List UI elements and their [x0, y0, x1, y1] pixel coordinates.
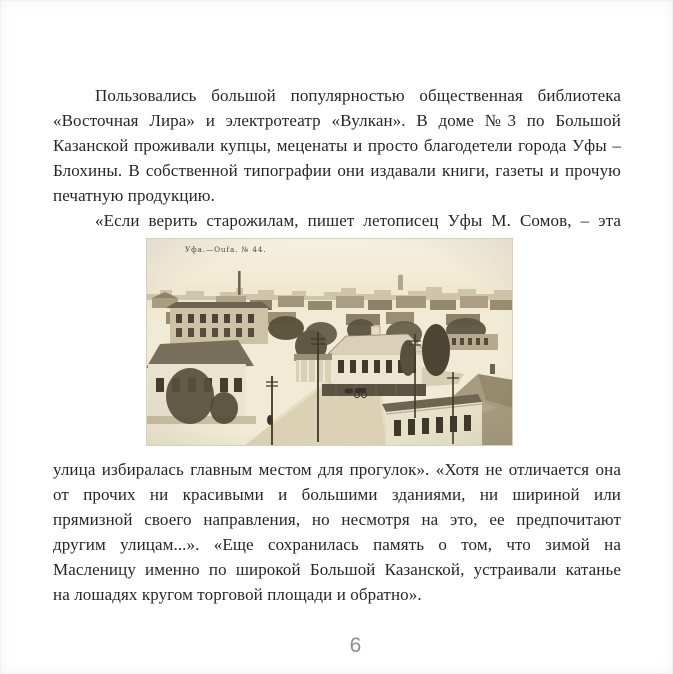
text-line: Пользовались большой популярностью общественная библиотека [95, 86, 621, 105]
paragraph-1 [53, 83, 621, 208]
body-text-lower [53, 457, 621, 607]
text-line: «Если верить старожилам, пишет летописец Уфы М. Сомов, – эта [95, 211, 621, 230]
text-line: Блохины. В собственной типографии они издавали книги, газеты и прочую [53, 161, 621, 180]
text-line: «Восточная Лира» и электротеатр «Вулкан». В доме №3 по Большой [53, 111, 621, 130]
text-line: прямизной своего направления, но несмотря на это, ее предпочитают [53, 510, 621, 529]
text-line: другим улицам...». «Еще сохранилась память о том, что зимой на [53, 535, 621, 554]
photo-vignette [146, 238, 513, 446]
text-line: на лошадях кругом торговой площади и обратно». [53, 585, 422, 604]
text-line: от прочих ни красивыми и большими зданиями, ни шириной или [53, 485, 621, 504]
postcard-figure [146, 238, 513, 446]
text-line: Масленицу именно по широкой Большой Казанской, устраивали катанье [53, 560, 621, 579]
paragraph-2-continuation [53, 457, 621, 607]
text-line: печатную продукцию. [53, 186, 215, 205]
page-number: 6 [349, 634, 362, 657]
text-line: Казанской проживали купцы, меценаты и просто благодетели города Уфы – [53, 136, 621, 155]
postcard-photo [146, 238, 513, 446]
body-text-upper [53, 83, 621, 233]
text-line: улица избиралась главным местом для прогулок». «Хотя не отличается она [53, 460, 621, 479]
paragraph-2-opening [53, 208, 621, 233]
